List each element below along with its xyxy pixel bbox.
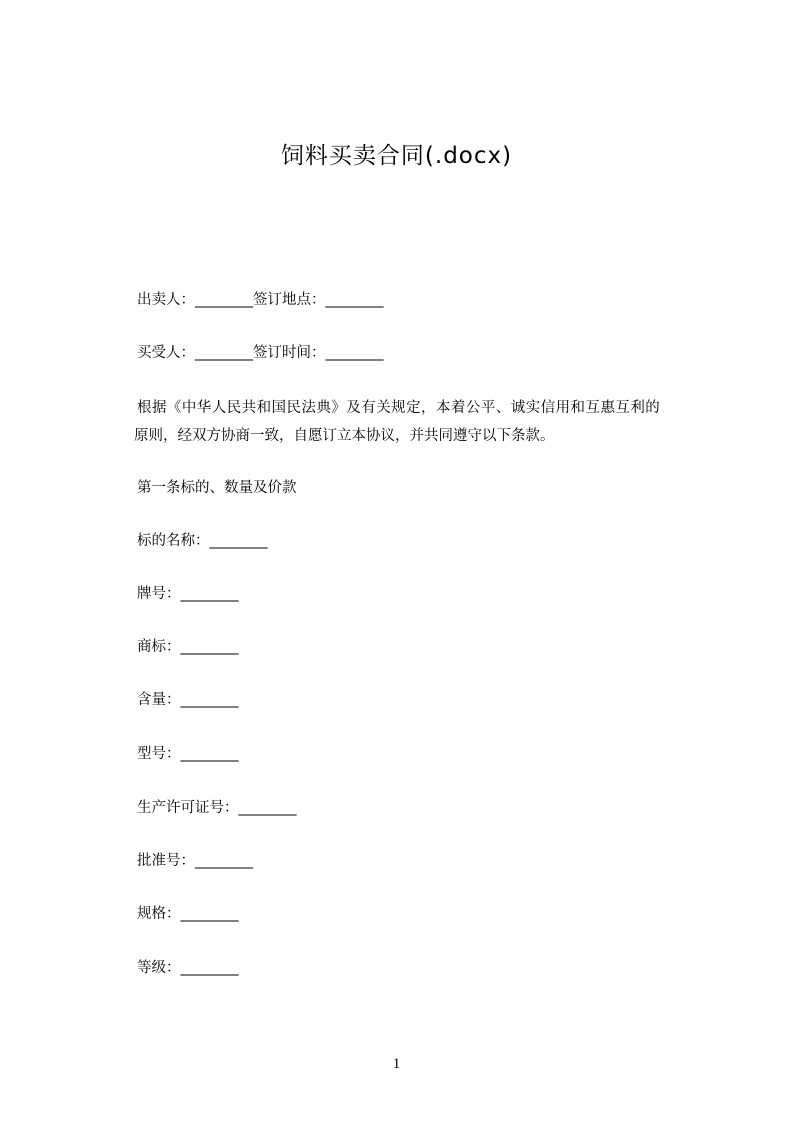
field-specification: 规格：________ [137, 906, 239, 922]
document-title: 饲料买卖合同(.docx) [280, 143, 513, 169]
intro-paragraph-line-1: 根据《中华人民共和国民法典》及有关规定，本着公平、诚实信用和互惠互利的 [137, 400, 661, 416]
field-production-license: 生产许可证号：________ [137, 800, 297, 816]
intro-paragraph [134, 394, 703, 450]
field-trademark: 商标：________ [137, 639, 239, 655]
field-model: 型号：________ [137, 746, 239, 762]
buyer-line: 买受人：________签订时间：________ [137, 345, 384, 361]
article-1-heading: 第一条标的、数量及价款 [137, 480, 297, 496]
page-number: 1 [392, 1056, 401, 1072]
field-grade: 等级：________ [137, 960, 239, 976]
field-subject-name: 标的名称：________ [137, 533, 268, 549]
seller-line: 出卖人：________签订地点：________ [137, 292, 384, 308]
field-content: 含量：________ [137, 692, 239, 708]
field-brand-number: 牌号：________ [137, 586, 239, 602]
field-approval-number: 批准号：________ [137, 853, 253, 869]
intro-paragraph-line-2: 原则，经双方协商一致，自愿订立本协议，并共同遵守以下条款。 [134, 428, 555, 444]
